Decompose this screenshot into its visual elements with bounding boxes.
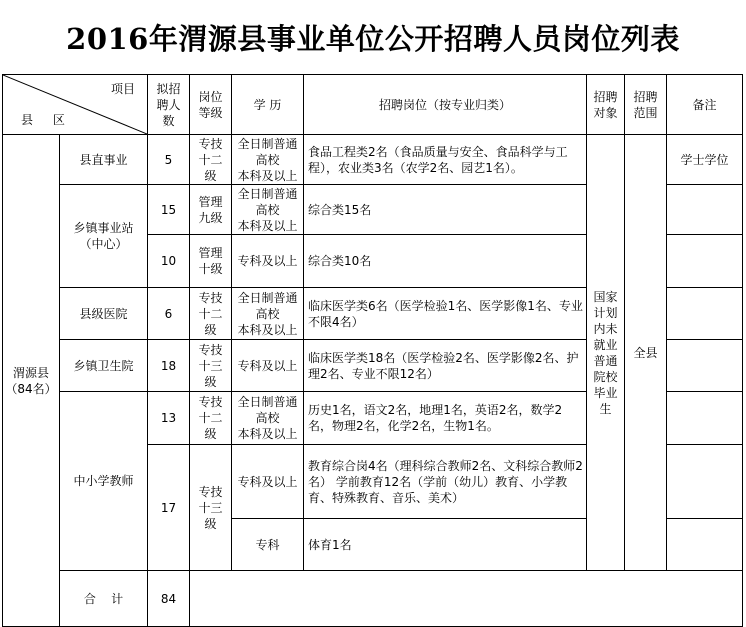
- positions-cell: 体育1名: [308, 537, 352, 552]
- total-row: [3, 571, 743, 627]
- header-education: 学 历: [253, 97, 282, 112]
- level-cell: 专技 十二 级: [198, 136, 223, 183]
- unit-cell: 乡镇事业站 （中心）: [73, 221, 134, 251]
- count-cell: 13: [160, 411, 177, 425]
- total-count: 84: [160, 591, 177, 606]
- positions-cell: 临床医学类18名（医学检验2名、医学影像2名、护理2名、专业不限12名）: [308, 350, 579, 381]
- positions-cell: 临床医学类6名（医学检验1名、医学影像1名、专业不限4名）: [308, 298, 583, 329]
- education-cell: 专科及以上: [237, 358, 298, 373]
- positions-cell: 食品工程类2名（食品质量与安全、食品科学与工程），农业类3名（农学2名、园艺1名）。: [308, 144, 568, 175]
- scope-cell: 全县: [633, 345, 658, 360]
- level-cell: 专技 十三 级: [198, 484, 223, 531]
- unit-cell: 乡镇卫生院: [73, 358, 134, 373]
- count-cell: 18: [160, 358, 177, 373]
- education-cell: 全日制普通 高校 本科及以上: [237, 290, 298, 337]
- header-level: 岗位 等级: [198, 89, 223, 120]
- table-row: [3, 135, 743, 185]
- level-cell: 专技 十三 级: [198, 342, 223, 389]
- unit-cell: 中小学教师: [73, 474, 134, 488]
- header-remarks: 备注: [692, 97, 717, 112]
- education-cell: 全日制普通 高校 本科及以上: [237, 186, 298, 233]
- header-planned: 拟招 聘人 数: [156, 81, 181, 128]
- positions-cell: 综合类10名: [308, 254, 372, 268]
- unit-cell: 县直事业: [79, 152, 128, 167]
- education-cell: 专科及以上: [237, 474, 298, 489]
- total-label: 合 计: [83, 591, 124, 606]
- county-cell: 渭源县 （84名）: [5, 365, 57, 396]
- level-cell: 管理 十级: [198, 246, 223, 276]
- count-cell: 5: [164, 152, 173, 167]
- positions-cell: 综合类15名: [308, 202, 372, 217]
- remark-cell: 学士学位: [680, 152, 729, 167]
- total-blank-cell: [190, 571, 743, 627]
- education-cell: 全日制普通 高校 本科及以上: [237, 395, 298, 441]
- level-cell: 专技 十二 级: [198, 290, 223, 337]
- education-cell: 专科及以上: [237, 254, 298, 268]
- count-cell: 6: [164, 306, 173, 321]
- unit-cell: 县级医院: [79, 306, 128, 321]
- positions-cell: 历史1名，语文2名，地理1名，英语2名，数学2名，物理2名，化学2名，生物1名。: [308, 403, 563, 433]
- count-cell: 15: [160, 202, 177, 217]
- level-cell: 专技 十二 级: [198, 395, 223, 441]
- level-cell: 管理 九级: [198, 194, 223, 225]
- education-cell: 全日制普通 高校 本科及以上: [237, 136, 298, 183]
- header-row: [3, 75, 743, 135]
- header-scope: 招聘 范围: [633, 89, 658, 120]
- header-positions: 招聘岗位（按专业归类）: [378, 97, 511, 112]
- diagonal-header-cell: [3, 75, 148, 135]
- count-cell: 17: [160, 500, 177, 515]
- count-cell: 10: [160, 254, 177, 268]
- page-title: 2016年渭源县事业单位公开招聘人员岗位列表: [66, 21, 680, 56]
- header-county: 县 区: [21, 113, 73, 127]
- education-cell: 专科: [255, 537, 280, 552]
- positions-table: [2, 74, 743, 627]
- positions-cell: 教育综合岗4名（理科综合教师2名、文科综合教师2名） 学前教育12名（学前（幼儿）教育、小学教育、特殊教育、音乐、美术）: [308, 458, 583, 505]
- target-cell: 国家 计划 内未 就业 普通 院校 毕业 生: [593, 289, 618, 416]
- header-project: 项目: [110, 82, 135, 96]
- header-target: 招聘 对象: [593, 89, 618, 120]
